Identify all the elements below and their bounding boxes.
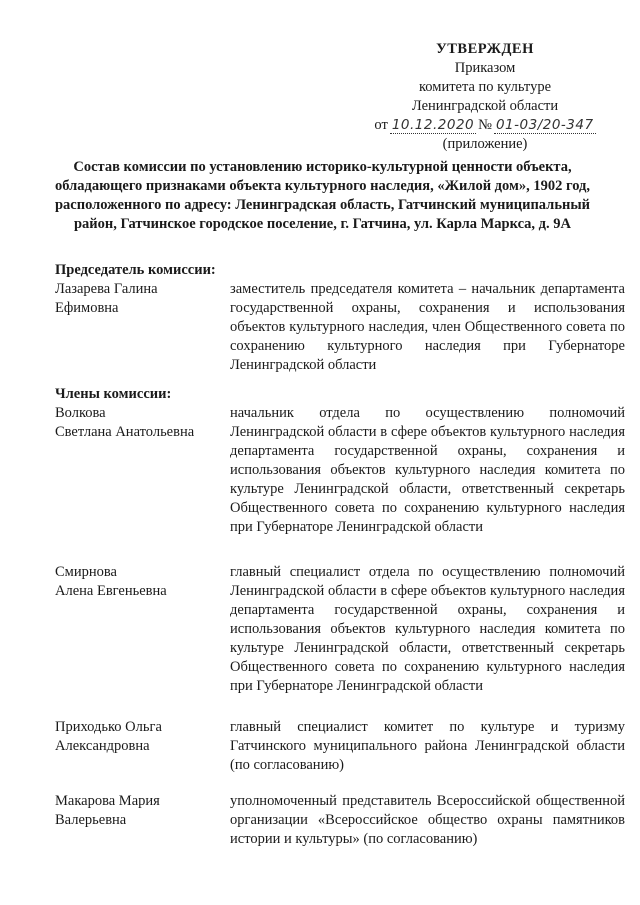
appendix-label: (приложение) — [442, 136, 528, 152]
member-name — [55, 404, 230, 537]
chairman-entry — [55, 280, 625, 375]
member-name — [55, 280, 230, 375]
member-entry — [55, 563, 625, 696]
order-number: 01-03/20-347 — [495, 117, 594, 133]
member-entry — [55, 718, 625, 775]
name-line: Смирнова — [55, 564, 117, 580]
member-position: главный специалист отдела по осуществлению полномочий Ленинградской области в сфере объектов культурного наследия департамента государственной охраны, сохранения и использования объектов культурного наследия комитета по культуре Ленинградской области, ответственный секретарь Общественного совета по сохранению культурного наследия при Губернаторе Ленинградской области — [230, 564, 625, 694]
approval-line-order: Приказом — [454, 60, 516, 76]
name-line: Макарова Мария — [55, 793, 160, 809]
name-line: Ефимовна — [55, 300, 119, 316]
member-entry — [55, 792, 625, 849]
approval-block — [360, 40, 610, 154]
member-position: заместитель председателя комитета – начальник департамента государственной охраны, сохранения и использования объектов культурного наследия, член Общественного совета по сохранению культурного наследия при Губернаторе Ленинградской области — [230, 281, 625, 373]
member-position: уполномоченный представитель Всероссийской общественной организации «Всероссийское общество охраны памятников истории и культуры» (по согласованию) — [230, 793, 625, 847]
member-name — [55, 718, 230, 775]
name-line: Лазарева Галина — [55, 281, 158, 297]
from-prefix: от — [374, 117, 388, 133]
order-date: 10.12.2020 — [391, 117, 475, 133]
chairman-heading: Председатель комиссии: — [55, 262, 216, 278]
approval-line-region: Ленинградской области — [411, 98, 559, 114]
members-heading: Члены комиссии: — [55, 386, 172, 402]
member-entry — [55, 404, 625, 537]
member-position: главный специалист комитет по культуре и туризму Гатчинского муниципального района Ленинградской области (по согласованию) — [230, 719, 625, 773]
member-name — [55, 563, 230, 696]
name-line: Приходько Ольга — [55, 719, 162, 735]
name-line: Валерьевна — [55, 812, 127, 828]
name-line: Светлана Анатольевна — [55, 424, 195, 440]
document-title: Состав комиссии по установлению историко-культурной ценности объекта, обладающего признаками объекта культурного наследия, «Жилой дом», 1902 год, расположенного по адресу: Ленинградская область, Гатчинский муниципальный район, Гатчинское городское поселение, г. Гатчина, ул. Карла Маркса, д. 9А — [54, 159, 591, 232]
approval-date-line — [360, 116, 610, 135]
member-position: начальник отдела по осуществлению полномочий Ленинградской области в сфере объектов культурного наследия департамента государственной охраны, сохранения и использования объектов культурного наследия комитета по культуре Ленинградской области, ответственный секретарь Общественного совета по сохранению культурного наследия при Губернаторе Ленинградской области — [230, 405, 625, 535]
name-line: Волкова — [55, 405, 106, 421]
approval-line-committee: комитета по культуре — [418, 79, 552, 95]
name-line: Александровна — [55, 738, 150, 754]
approval-title: УТВЕРЖДЕН — [436, 41, 534, 57]
number-sign: № — [478, 117, 492, 133]
member-name — [55, 792, 230, 849]
name-line: Алена Евгеньевна — [55, 583, 167, 599]
